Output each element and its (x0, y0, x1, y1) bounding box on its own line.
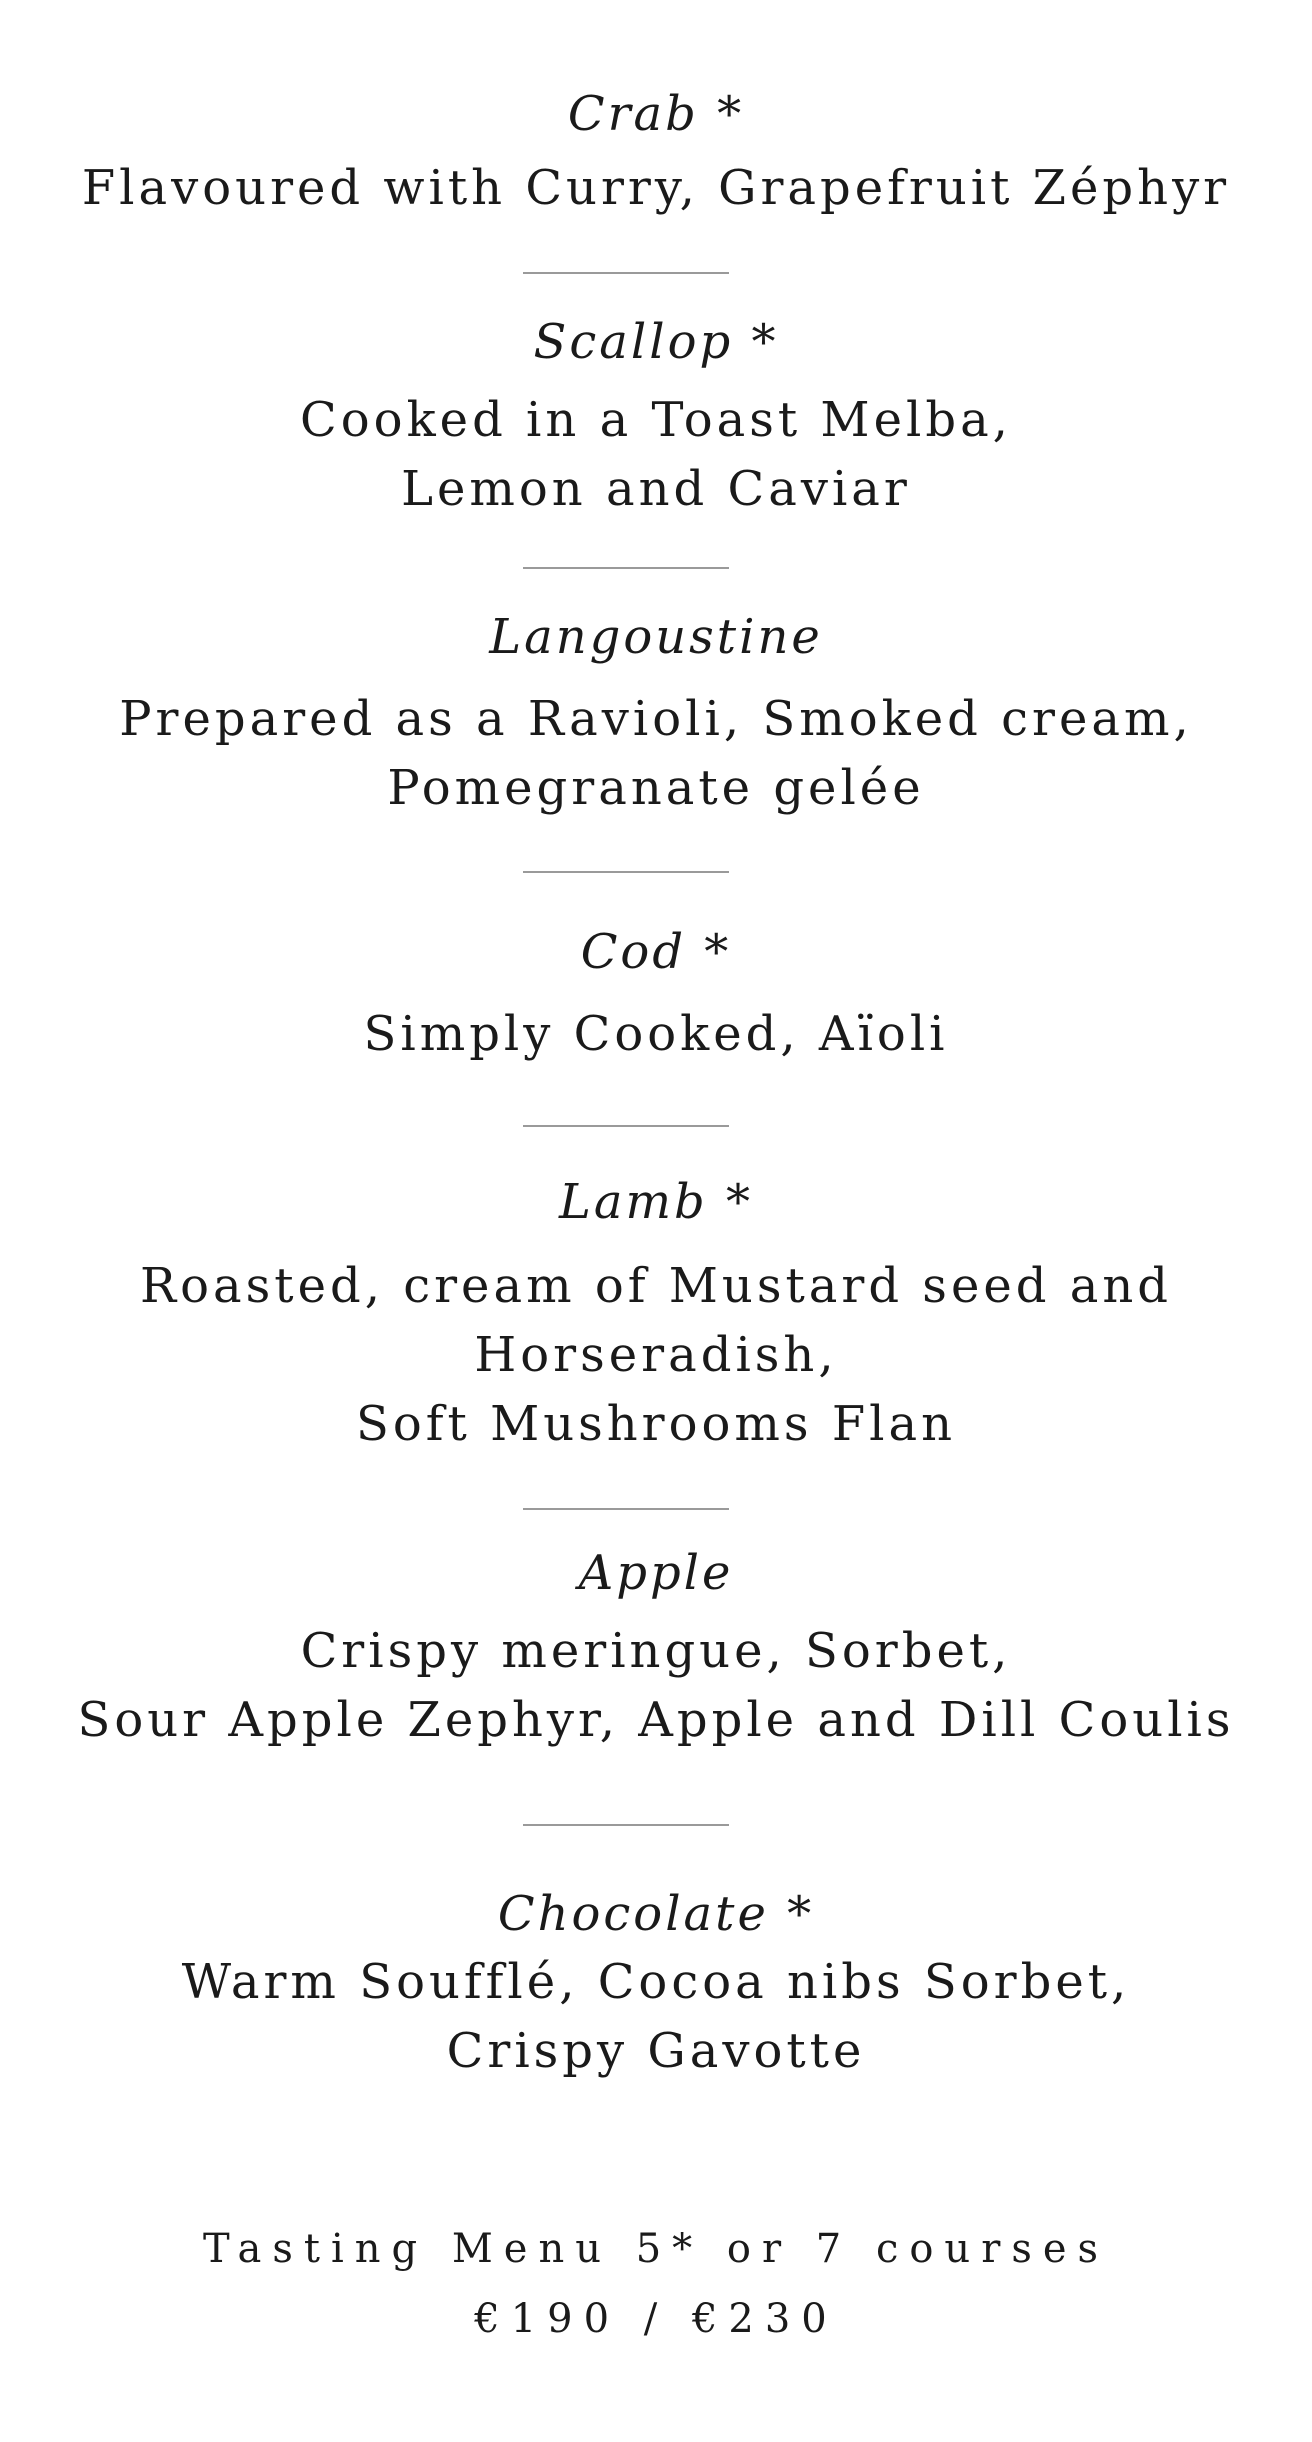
description-line: Horseradish, (474, 1327, 838, 1383)
tasting-menu-label: Tasting Menu 5* or 7 courses (202, 2226, 1110, 2272)
description-line: Cooked in a Toast Melba, (300, 392, 1012, 448)
description-line: Roasted, cream of Mustard seed and (140, 1258, 1172, 1314)
course-cod (0, 922, 1312, 1069)
course-chocolate (0, 1884, 1312, 2086)
divider (523, 1508, 729, 1510)
description-line: Prepared as a Ravioli, Smoked cream, (119, 691, 1193, 747)
divider (523, 871, 729, 873)
course-description (0, 1617, 1312, 1755)
course-description (0, 1948, 1312, 2086)
course-description (0, 1252, 1312, 1459)
description-line: Lemon and Caviar (401, 461, 911, 517)
course-crab (0, 84, 1312, 223)
course-name: Lamb * (559, 1174, 753, 1230)
description-line: Pomegranate gelée (387, 760, 925, 816)
course-description (0, 386, 1312, 524)
description-line: Warm Soufflé, Cocoa nibs Sorbet, (181, 1954, 1131, 2010)
description-line: Flavoured with Curry, Grapefruit Zéphyr (81, 160, 1231, 216)
course-lamb (0, 1172, 1312, 1459)
description-line: Simply Cooked, Aïoli (363, 1006, 949, 1062)
course-name: Crab * (567, 86, 745, 142)
divider (523, 272, 729, 274)
divider (523, 1824, 729, 1826)
course-langoustine (0, 607, 1312, 823)
course-apple (0, 1543, 1312, 1755)
course-name: Apple (578, 1545, 734, 1601)
divider (523, 567, 729, 569)
description-line: Crispy meringue, Sorbet, (300, 1623, 1012, 1679)
description-line: Sour Apple Zephyr, Apple and Dill Coulis (77, 1692, 1235, 1748)
course-scallop (0, 312, 1312, 524)
description-line: Crispy Gavotte (446, 2023, 866, 2079)
menu-footer (0, 2214, 1312, 2354)
course-name: Chocolate * (497, 1886, 815, 1942)
price: €190 / €230 (474, 2296, 838, 2342)
course-name: Cod * (580, 924, 732, 980)
course-description (0, 1000, 1312, 1069)
description-line: Soft Mushrooms Flan (355, 1396, 957, 1452)
course-description (0, 154, 1312, 223)
divider (523, 1125, 729, 1127)
course-name: Scallop * (533, 314, 779, 370)
course-description (0, 685, 1312, 823)
course-name: Langoustine (489, 609, 823, 665)
